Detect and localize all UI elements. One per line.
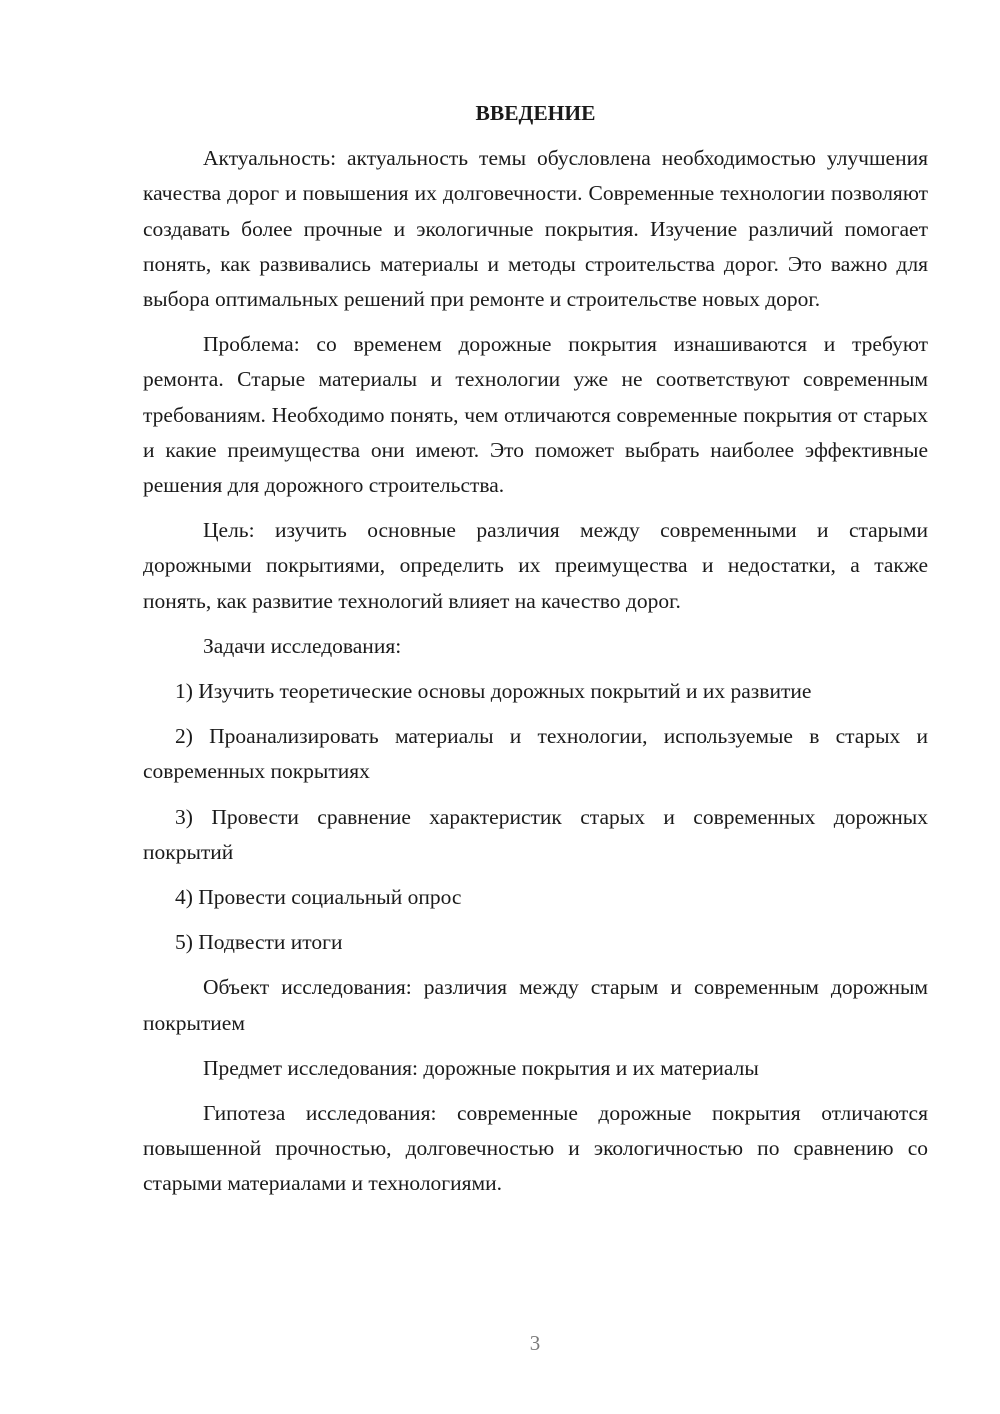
task-item: 1) Изучить теоретические основы дорожных покрытий и их развитие (175, 679, 812, 704)
paragraph-hypothesis: Гипотеза исследования: современные дорожные покрытия отличаются повышенной прочностью, долговечностью и экологичностью по сравнению со старыми материалами и технологиями. (143, 1101, 928, 1196)
section-heading: ВВЕДЕНИЕ (475, 101, 596, 125)
paragraph-subject: Предмет исследования: дорожные покрытия и их материалы (203, 1055, 759, 1080)
page-number: 3 (529, 1331, 541, 1355)
task-item: 4) Провести социальный опрос (175, 885, 462, 910)
paragraph-goal: Цель: изучить основные различия между современными и старыми дорожными покрытиями, определить их преимущества и недостатки, а также понять, как развитие технологий влияет на качество дорог. (143, 518, 928, 613)
paragraph-tasks-intro: Задачи исследования: (203, 633, 402, 658)
task-item: 3) Провести сравнение характеристик старых и современных дорожных покрытий (143, 804, 928, 864)
paragraph-problem: Проблема: со временем дорожные покрытия изнашиваются и требуют ремонта. Старые материалы и технологии уже не соответствуют современным требованиям. Необходимо понять, чем отличаются современные покрытия от старых и какие преимущества они имеют. Это поможет выбрать наиболее эффективные решения для дорожного строительства. (143, 332, 928, 498)
paragraph-object: Объект исследования: различия между старым и современным дорожным покрытием (143, 975, 928, 1035)
task-item: 2) Проанализировать материалы и технологии, используемые в старых и современных покрытиях (143, 724, 928, 784)
paragraph-relevance: Актуальность: актуальность темы обусловлена необходимостью улучшения качества дорог и повышения их долговечности. Современные технологии позволяют создавать более прочные и экологичные покрытия. Изучение различий помогает понять, как развивались материалы и методы строительства дорог. Это важно для выбора оптимальных решений при ремонте и строительстве новых дорог. (143, 146, 928, 312)
page-content (143, 96, 928, 1212)
task-item: 5) Подвести итоги (175, 930, 343, 955)
